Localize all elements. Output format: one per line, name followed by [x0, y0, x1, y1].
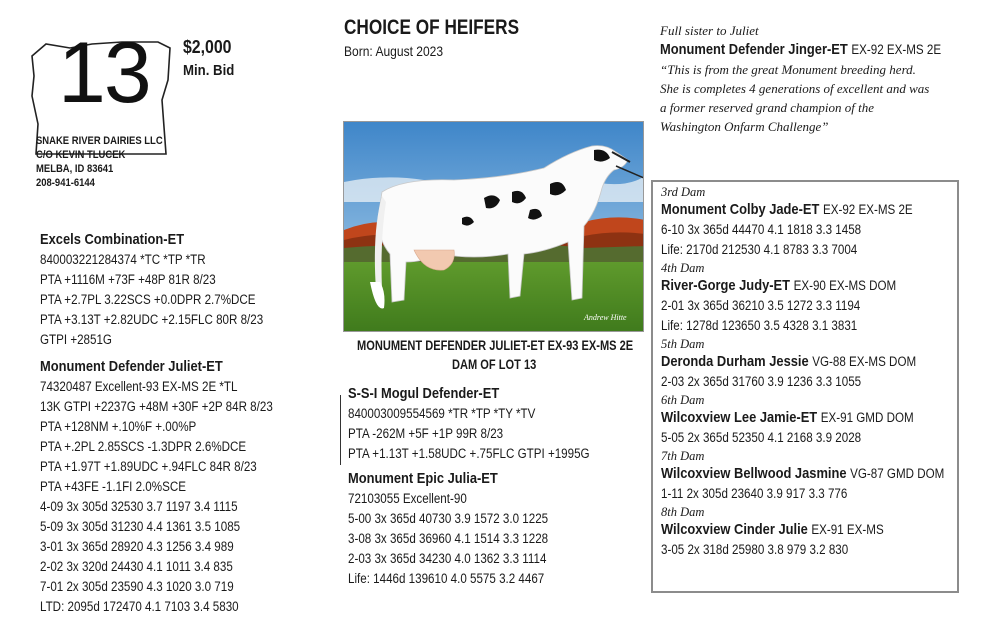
dam-generation-classification: VG-87 GMD DOM	[850, 466, 945, 481]
consignor-block	[36, 134, 183, 190]
granddam-record-row: 3-08 3x 365d 36960 4.1 1514 3.3 1228	[348, 531, 549, 546]
dam-generation-record: Life: 2170d 212530 4.1 8783 3.3 7004	[661, 242, 858, 257]
granddam-name: Monument Epic Julia-ET	[348, 470, 498, 487]
dam-generation-name: Wilcoxview Lee Jamie-ET	[661, 409, 818, 426]
cow-photo	[343, 121, 644, 332]
dam-generation-name: Monument Colby Jade-ET	[661, 201, 820, 218]
dam-line: 13K GTPI +2237G +48M +30F +2P 84R 8/23	[40, 399, 273, 414]
granddam-record-row: 2-03 3x 365d 34230 4.0 1362 3.3 1114	[348, 551, 547, 566]
holstein-cow-image	[344, 122, 644, 332]
dam-generation-record: 1-11 2x 305d 23640 3.9 917 3.3 776	[661, 486, 848, 501]
dam-generation-label: 6th Dam	[661, 393, 705, 407]
dam-record-row: 5-09 3x 305d 31230 4.4 1361 3.5 1085	[40, 519, 241, 534]
dam-generation-name-row	[661, 520, 944, 540]
lot-price: $2,000	[183, 37, 232, 57]
sire-line: PTA +2.7PL 3.22SCS +0.0DPR 2.7%DCE	[40, 292, 256, 307]
full-sister-quote-line: She is completes 4 generations of excellent and was	[660, 81, 930, 96]
lot-number: 13	[58, 25, 150, 121]
dam-generation-name-row	[661, 352, 944, 372]
dam-name: Monument Defender Juliet-ET	[40, 358, 223, 375]
full-sister-label: Full sister to Juliet	[660, 23, 759, 38]
dam-generation-name-row	[661, 464, 944, 484]
divider-line	[340, 395, 341, 465]
dam-generation-record: 5-05 2x 365d 52350 4.1 2168 3.9 2028	[661, 430, 862, 445]
photo-caption-sub: DAM OF LOT 13	[452, 357, 537, 372]
born-date: Born: August 2023	[344, 43, 444, 59]
dam-line: PTA +1.97T +1.89UDC +.94FLC 84R 8/23	[40, 459, 257, 474]
granddam-block	[348, 469, 581, 589]
dam-generation-record: 2-01 3x 365d 36210 3.5 1272 3.3 1194	[661, 298, 861, 313]
granddam-record-row: 5-00 3x 365d 40730 3.9 1572 3.0 1225	[348, 511, 549, 526]
lot-price-label: Min. Bid	[183, 62, 235, 79]
full-sister-block	[660, 22, 987, 136]
sire-block	[40, 230, 300, 350]
dam-generation-record: 6-10 3x 365d 44470 4.1 1818 3.3 1458	[661, 222, 862, 237]
sire-line: GTPI +2851G	[40, 332, 112, 347]
dam-generation-name: Deronda Durham Jessie	[661, 353, 809, 370]
dam-generation-classification: EX-91 EX-MS	[811, 522, 884, 537]
full-sister-name: Monument Defender Jinger-ET	[660, 41, 848, 58]
dam-record-row: 4-09 3x 305d 32530 3.7 1197 3.4 1115	[40, 499, 238, 514]
full-sister-quote-line: Washington Onfarm Challenge”	[660, 119, 829, 134]
page-title: CHOICE OF HEIFERS	[344, 16, 520, 39]
dam-line: PTA +128NM +.10%F +.00%P	[40, 419, 197, 434]
dam-record-row: 2-02 3x 320d 24430 4.1 1011 3.4 835	[40, 559, 233, 574]
dam-generation-classification: VG-88 EX-MS DOM	[812, 354, 917, 369]
full-sister-name-row	[660, 40, 941, 60]
dam-generation-name: Wilcoxview Cinder Julie	[661, 521, 808, 538]
dam-record-row: 3-01 3x 365d 28920 4.3 1256 3.4 989	[40, 539, 234, 554]
dam-line: PTA +.2PL 2.85SCS -1.3DPR 2.6%DCE	[40, 439, 247, 454]
granddam-record-row: Life: 1446d 139610 4.0 5575 3.2 4467	[348, 571, 545, 586]
sire-line: PTA +3.13T +2.82UDC +2.15FLC 80R 8/23	[40, 312, 264, 327]
sire-of-dam-line: PTA +1.13T +1.58UDC +.75FLC GTPI +1995G	[348, 446, 590, 461]
granddam-line: 72103055 Excellent-90	[348, 491, 467, 506]
dam-generation-classification: EX-90 EX-MS DOM	[793, 278, 897, 293]
consignor-line: 208-941-6144	[36, 177, 95, 189]
dam-generation-name: Wilcoxview Bellwood Jasmine	[661, 465, 847, 482]
dam-generation-label: 7th Dam	[661, 449, 705, 463]
dam-generation-label: 5th Dam	[661, 337, 705, 351]
sire-of-dam-block	[348, 384, 629, 464]
sire-of-dam-line: PTA -262M +5F +1P 99R 8/23	[348, 426, 504, 441]
dam-line: 74320487 Excellent-93 EX-MS 2E *TL	[40, 379, 238, 394]
dam-generation-classification: EX-91 GMD DOM	[820, 410, 914, 425]
pedigree-box	[651, 180, 959, 593]
dam-generation-label: 3rd Dam	[661, 185, 706, 199]
dam-record-row: LTD: 2095d 172470 4.1 7103 3.4 5830	[40, 599, 239, 614]
consignor-line: C/O KEVIN TLUCEK	[36, 149, 126, 161]
dam-generation-record: 2-03 2x 365d 31760 3.9 1236 3.3 1055	[661, 374, 862, 389]
consignor-line: SNAKE RIVER DAIRIES LLC	[36, 135, 163, 147]
dam-generation-name-row	[661, 408, 944, 428]
dam-generation-name: River-Gorge Judy-ET	[661, 277, 791, 294]
dam-generation-record: 3-05 2x 318d 25980 3.8 979 3.2 830	[661, 542, 849, 557]
sire-line: PTA +1116M +73F +48P 81R 8/23	[40, 272, 216, 287]
full-sister-quote-line: “This is from the great Monument breeding herd.	[660, 62, 916, 77]
sire-of-dam-line: 840003009554569 *TR *TP *TY *TV	[348, 406, 536, 421]
dam-line: PTA +43FE -1.1FI 2.0%SCE	[40, 479, 186, 494]
full-sister-quote-line: a former reserved grand champion of the	[660, 100, 874, 115]
dam-generation-record: Life: 1278d 123650 3.5 4328 3.1 3831	[661, 318, 858, 333]
photo-caption: MONUMENT DEFENDER JULIET-ET EX-93 EX-MS 2E	[357, 338, 634, 353]
full-sister-classification: EX-92 EX-MS 2E	[851, 42, 942, 57]
sire-line: 840003221284374 *TC *TP *TR	[40, 252, 206, 267]
dam-generation-name-row	[661, 276, 944, 296]
dam-generation-label: 4th Dam	[661, 261, 705, 275]
consignor-line: MELBA, ID 83641	[36, 163, 114, 175]
dam-block	[40, 357, 311, 617]
sire-name: Excels Combination-ET	[40, 231, 185, 248]
dam-generation-label: 8th Dam	[661, 505, 705, 519]
dam-record-row: 7-01 2x 305d 23590 4.3 1020 3.0 719	[40, 579, 234, 594]
photo-signature: Andrew Hitte	[584, 313, 627, 322]
dam-generation-name-row	[661, 200, 944, 220]
sire-of-dam-name: S-S-I Mogul Defender-ET	[348, 385, 500, 402]
dam-generation-classification: EX-92 EX-MS 2E	[822, 202, 913, 217]
